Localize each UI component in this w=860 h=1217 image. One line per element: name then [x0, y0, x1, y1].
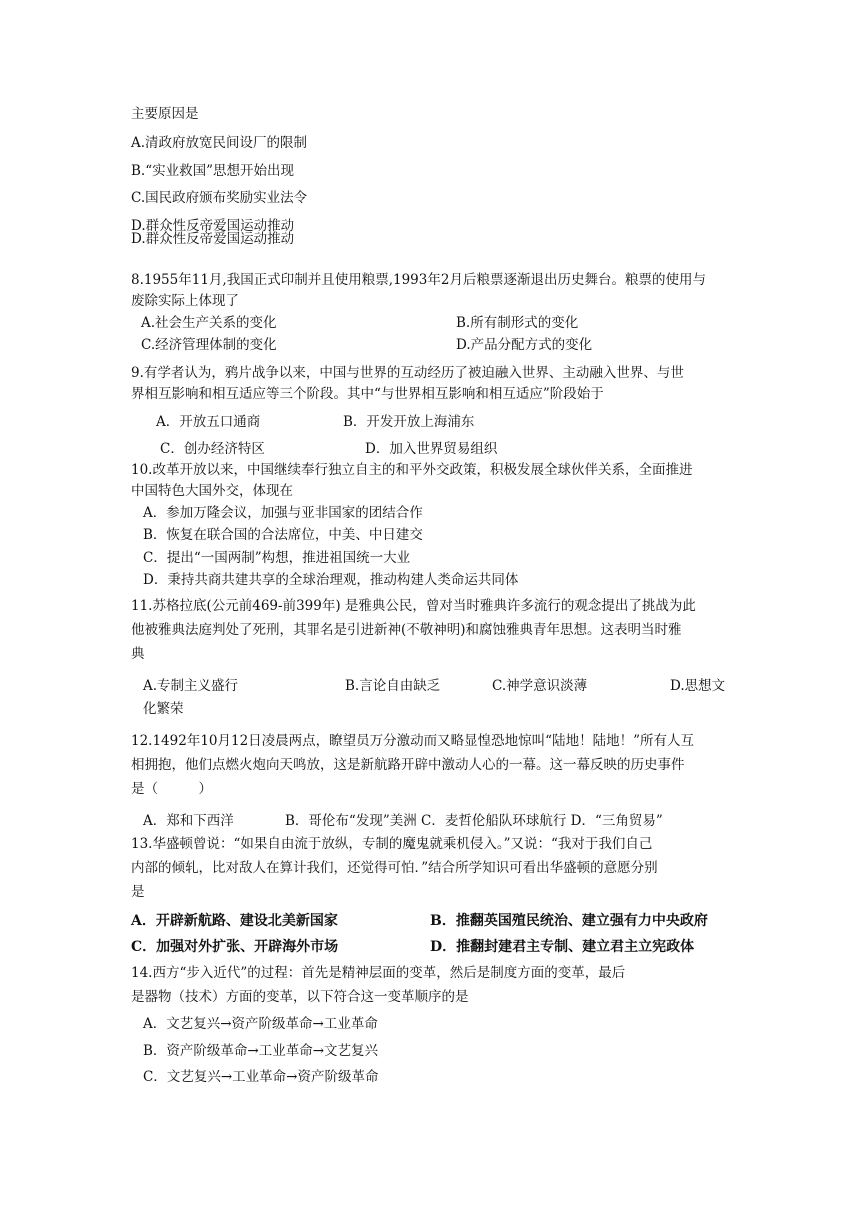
q13-option-d: D．推翻封建君主专制、建立君主立宪政体 — [430, 939, 695, 955]
q10-option-a: A．参加万隆会议，加强与亚非国家的团结合作 — [143, 505, 423, 521]
q8-stem-line2: 废除实际上体现了 — [131, 293, 239, 309]
q7-option-a: A.清政府放宽民间设厂的限制 — [131, 135, 308, 151]
q12-stem-line2: 相拥抱，他们点燃火炮向天鸣放，这是新航路开辟中激动人心的一幕。这一幕反映的历史事件 — [131, 757, 685, 773]
q12-option-a: A．郑和下西洋 — [143, 813, 234, 829]
q8-option-c: C.经济管理体制的变化 — [141, 337, 277, 353]
q11-option-d-wrap: 化繁荣 — [143, 701, 184, 717]
q8-option-b: B.所有制形式的变化 — [456, 315, 579, 331]
q7-option-d-duplicate: D.群众性反帝爱国运动推动 — [131, 231, 295, 247]
q14-option-b: B．资产阶级革命→工业革命→文艺复兴 — [143, 1043, 379, 1059]
q9-stem-line1: 9.有学者认为，鸦片战争以来，中国与世界的互动经历了被迫融入世界、主动融入世界、与世 — [131, 365, 684, 381]
q9-stem-line2: 界相互影响和相互适应等三个阶段。其中“与世界相互影响和相互适应”阶段始于 — [131, 386, 604, 402]
q11-stem-line2: 他被雅典法庭判处了死刑，其罪名是引进新神(不敬神明)和腐蚀雅典青年思想。这表明当时雅 — [131, 622, 682, 638]
q9-option-b: B．开发开放上海浦东 — [343, 414, 475, 430]
q10-option-c: C．提出“一国两制”构想，推进祖国统一大业 — [143, 550, 411, 566]
q11-option-d: D.思想文 — [670, 678, 726, 694]
q14-stem-line1: 14.西方“步入近代”的过程：首先是精神层面的变革，然后是制度方面的变革，最后 — [131, 965, 626, 981]
q14-option-c: C．文艺复兴→工业革命→资产阶级革命 — [143, 1069, 379, 1085]
q14-option-a: A．文艺复兴→资产阶级革命→工业革命 — [143, 1016, 378, 1032]
q12-stem-line1: 12.1492年10月12日凌晨两点，瞭望员万分激动而又略显惶恐地惊叫“陆地！陆地！”所有人互 — [131, 733, 694, 749]
q9-option-a: A．开放五口通商 — [156, 414, 261, 430]
q11-option-b: B.言论自由缺乏 — [345, 678, 441, 694]
q10-option-d: D．秉持共商共建共享的全球治理观，推动构建人类命运共同体 — [143, 572, 519, 588]
q9-option-d: D．加入世界贸易组织 — [365, 441, 498, 457]
q12-options-bcd: B．哥伦布“发现”美洲 C．麦哲伦船队环球航行 D．“三角贸易” — [285, 813, 663, 829]
q13-stem-line2: 内部的倾轧，比对敌人在算计我们，还觉得可怕．”结合所学知识可看出华盛顿的意愿分别 — [131, 860, 658, 876]
q7-option-c: C.国民政府颁布奖励实业法令 — [131, 190, 308, 206]
q11-stem-line3: 典 — [131, 646, 145, 662]
q7-stem-tail: 主要原因是 — [131, 106, 199, 122]
q8-option-d: D.产品分配方式的变化 — [456, 337, 593, 353]
q13-stem-line1: 13.华盛顿曾说：“如果自由流于放纵，专制的魔鬼就乘机侵入。”又说：“我对于我们自己 — [131, 836, 653, 852]
q9-option-c: C．创办经济特区 — [160, 441, 265, 457]
q8-option-a: A.社会生产关系的变化 — [141, 315, 277, 331]
q11-option-c: C.神学意识淡薄 — [492, 678, 588, 694]
q13-option-c: C．加强对外扩张、开辟海外市场 — [131, 939, 339, 955]
q11-option-a: A.专制主义盛行 — [143, 678, 239, 694]
q10-stem-line2: 中国特色大国外交，体现在 — [131, 483, 293, 499]
q10-stem-line1: 10.改革开放以来，中国继续奉行独立自主的和平外交政策，积极发展全球伙伴关系，全面推进 — [131, 462, 693, 478]
q11-stem-line1: 11.苏格拉底(公元前469-前399年) 是雅典公民，曾对当时雅典许多流行的观念提出了挑战为此 — [131, 598, 696, 614]
q13-option-b: B．推翻英国殖民统治、建立强有力中央政府 — [430, 913, 708, 929]
q7-option-d: D.群众性反帝爱国运动推动 — [131, 218, 295, 234]
q14-stem-line2: 是器物（技术）方面的变革，以下符合这一变革顺序的是 — [131, 989, 469, 1005]
q13-stem-line3: 是 — [131, 884, 145, 900]
q10-option-b: B．恢复在联合国的合法席位，中美、中日建交 — [143, 527, 423, 543]
q8-stem-line1: 8.1955年11月,我国正式印制并且使用粮票,1993年2月后粮票逐渐退出历史舞台。粮票的使用与 — [131, 272, 706, 288]
q12-stem-line3: 是（ ） — [131, 781, 212, 797]
q7-option-b: B.“实业救国”思想开始出现 — [131, 163, 295, 179]
q13-option-a: A．开辟新航路、建设北美新国家 — [131, 913, 338, 929]
